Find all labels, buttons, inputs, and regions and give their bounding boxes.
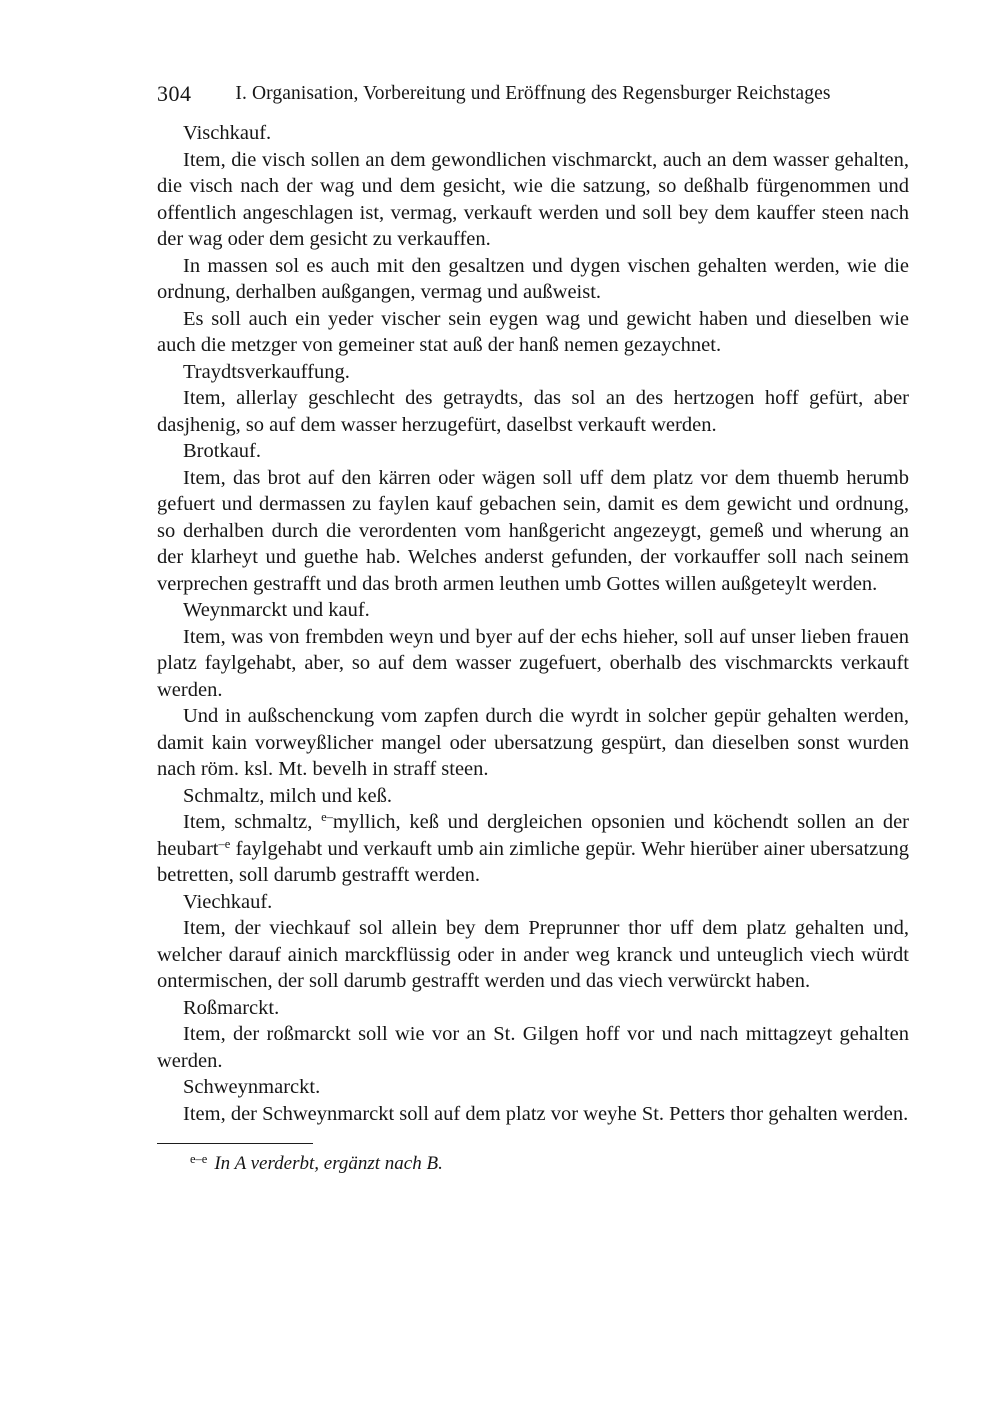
paragraph: Und in außschenckung vom zapfen durch die wyrdt in solcher gepür gehalten werden, damit kain vorweyßlicher mangel oder ubersatzung gespürt, dan dieselben sonst wurden nach röm. ksl. Mt. bevelh in straff steen. — [157, 705, 909, 780]
footnote-marker: e–e — [190, 1152, 208, 1166]
body-text — [157, 120, 909, 1127]
paragraph: In massen sol es auch mit den gesaltzen und dygen vischen gehalten werden, wie die ordnung, derhalben außgangen, vermag und außweist. — [157, 254, 909, 303]
section-heading: Traydtsverkauffung. — [183, 360, 350, 383]
footnote-block — [157, 1143, 909, 1176]
section-heading: Weynmarckt und kauf. — [183, 599, 370, 621]
apparatus-note-marker-close: –e — [218, 836, 231, 851]
paragraph: Item, der viechkauf sol allein bey dem Preprunner thor uff dem platz gehalten und, welcher darauf ainich marckflüssig oder in ander weg kranck und unteuglich viech würdt ontermischen, der soll darumb gestrafft werden und das viech verwürckt haben. — [157, 917, 909, 992]
section-heading: Schmaltz, milch und keß. — [183, 784, 392, 807]
paragraph-segment: Item, schmaltz, — [183, 811, 322, 833]
paragraph: Item, die visch sollen an dem gewondlichen vischmarckt, auch an dem wasser gehalten, die visch nach der wag und dem gesicht, wie die satzung, so deßhalb fürgenommen und offentlich angeschlagen ist, vermag, verkauft werden und soll bey dem kauffer steen nach der wag oder dem gesicht zu verkauffen. — [157, 148, 909, 250]
paragraph: Item, das brot auf den kärren oder wägen soll uff dem platz vor dem thuemb herumb gefuert und dermassen zu faylen kauf gebachen sein, damit es dem gewicht und ordnung, so derhalben durch die verordenten vom hanßgericht angezeygt, gemeß und wherung an der klarheyt und guethe hab. Welches anderst gefunden, der vorkauffer soll nach seinem verprechen gestrafft und das broth armen leuthen umb Gottes willen außgeteylt werden. — [157, 466, 909, 595]
section-heading: Schweynmarckt. — [183, 1076, 321, 1098]
paragraph: Es soll auch ein yeder vischer sein eygen wag und gewicht haben und dieselben wie auch die metzger von gemeiner stat auß der hanß nemen gezaychnet. — [157, 307, 909, 356]
running-header — [157, 80, 909, 107]
text-block — [157, 80, 909, 1176]
apparatus-note-marker-open: e– — [321, 810, 333, 824]
page-number: 304 — [157, 81, 192, 106]
footnote-separator-rule — [157, 1143, 313, 1144]
section-heading: Roßmarckt. — [183, 996, 280, 1019]
paragraph-segment: faylgehabt und verkauft umb ain zimliche gepür. Wehr hierüber ainer ubersatzung betretten, soll darumb gestrafft werden. — [157, 837, 909, 886]
section-heading: Vischkauf. — [183, 122, 272, 144]
section-heading: Viechkauf. — [183, 890, 273, 913]
running-header-title: I. Organisation, Vorbereitung und Eröffnung des Regensburger Reichstages — [235, 83, 831, 104]
paragraph: Item, allerlay geschlecht des getraydts, das sol an des hertzogen hoff gefürt, aber dasjhenig, so auf dem wasser herzugefürt, daselbst verkauft werden. — [157, 387, 909, 436]
paragraph-segment: myllich, keß und dergleichen opsonien und köchendt sollen an der heubart — [157, 811, 909, 860]
footnote-text: In A verderbt, ergänzt nach B. — [214, 1153, 443, 1174]
paragraph: Item, der Schweynmarckt soll auf dem platz vor weyhe St. Petters thor gehalten werden. — [183, 1102, 909, 1125]
paragraph-with-apparatus-notes — [157, 809, 909, 889]
footnote — [157, 1151, 909, 1176]
section-heading: Brotkauf. — [183, 440, 261, 462]
paragraph: Item, der roßmarckt soll wie vor an St. Gilgen hoff vor und nach mittagzeyt gehalten werden. — [157, 1023, 909, 1072]
paragraph: Item, was von frembden weyn und byer auf der echs hieher, soll auf unser lieben frauen platz faylgehabt, aber, so auf dem wasser zugefuert, oberhalb des vischmarckts verkauft werden. — [157, 625, 909, 701]
